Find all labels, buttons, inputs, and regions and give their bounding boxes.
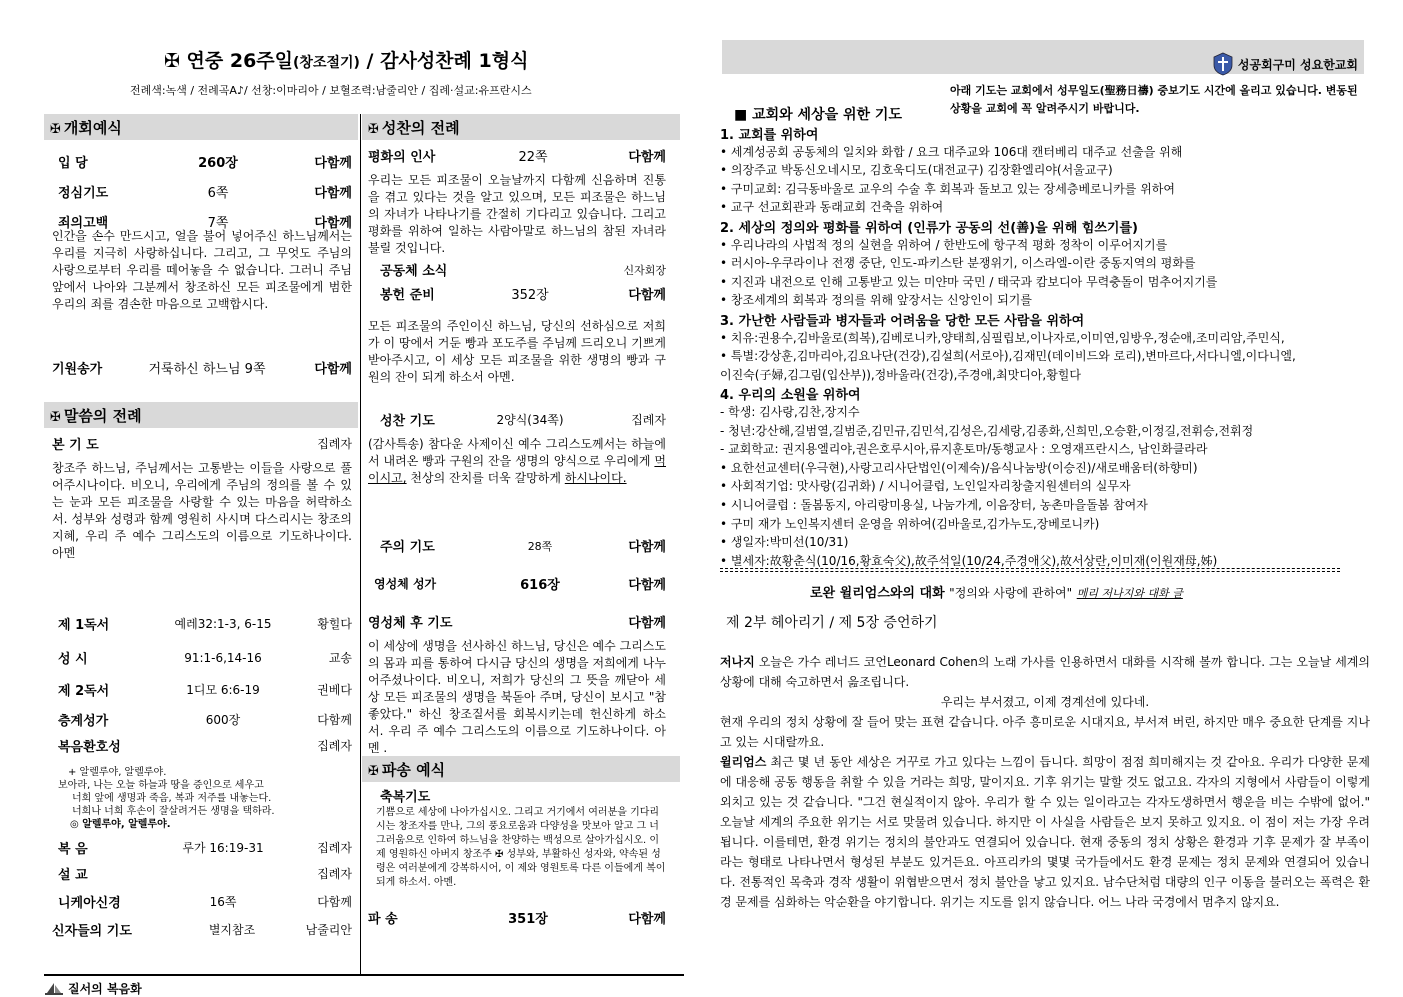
prayer-category: 1. 교회를 위하여 xyxy=(720,128,819,143)
dashed-rule xyxy=(720,571,1340,572)
prayer-item: • 창조세계의 회복과 정의를 위해 앞장서는 신앙인이 되기를 xyxy=(720,293,1032,308)
collect-row: 기원송가 거룩하신 하느님 9쪽 다함께 xyxy=(52,362,352,377)
prayer-item: • 구미 재가 노인복지센터 운영을 위하여(김바울로,김가누도,장베로니카) xyxy=(720,516,1100,531)
cross-icon: ✠ xyxy=(50,410,61,425)
prayer-item: • 생일자:박미선(10/31) xyxy=(720,535,849,550)
conversation-paragraph: 우리는 부서졌고, 이제 경계선에 있다네. xyxy=(940,695,1150,709)
reading-row: 설 교 집례자 xyxy=(58,867,352,883)
peace-row: 평화의 인사 22쪽 다함께 xyxy=(368,150,666,165)
prayer-item: • 교구 선교회관과 동래교회 건축을 위하여 xyxy=(720,200,944,215)
prayer-item: - 교회학교: 권지용엘리야,권은호루시아,류지훈토마/동행교사 : 오영재프란시스, 남인화클라라 xyxy=(720,442,1208,457)
post-communion-text: 이 세상에 생명을 선사하신 하느님, 당신은 예수 그리스도의 몸과 피를 통하여 다시금 당신의 생명을 저희에게 나누어주셨나이다. 비오니, 저희가 당신의 그 뜻을 깨닫아 세상 모든 피조물의 생명을 북돋아 주며, 당신이 보시고 "참 좋았다." 하신 창조질서를 회복시키는데 헌신하게 하소서. 우리 주 예수 그리스도의 이름으로 기도하나이다. 아멘 . xyxy=(368,639,666,755)
prayer-item: • 시니어클럽 : 돌봄동지, 아리랑미용실, 나눔가게, 이음장터, 농촌마을돌봄 참여자 xyxy=(720,498,1148,512)
communion-row: 영성체 성가 616장 다함께 xyxy=(374,577,666,593)
collect-prayer-text: 창조주 하느님, 주님께서는 고통받는 이들을 사랑으로 풀어주시나이다. 비오니, 우리에게 주님의 정의를 볼 수 있는 눈과 모든 피조물을 사랑할 수 있는 마음을 허락하소서. 성부와 성령과 함께 영원히 사시며 다스리시는 창조의 지혜, 우리 주 예수 그리스도의 이름으로 기도하나이다. 아멘 xyxy=(52,461,352,560)
section-word-header: ✠ 말씀의 전례 xyxy=(44,402,358,428)
prayer-item: • 치유:권용수,김바울로(희복),김베로니카,양태희,심필립보,이나자로,이미연,임방우,정순애,조미리암,주민식, xyxy=(720,330,1285,345)
section-dismissal-header: ✠ 파송 예식 xyxy=(362,756,680,782)
reading-row: 층계성가 600장 다함께 xyxy=(58,713,352,729)
prayer-item: • 사회적기업: 맛사랑(김귀화) / 시니어클럽, 노인일자리창출지원센터의 실무자 xyxy=(720,479,1131,494)
send-row: 파 송 351장 다함께 xyxy=(368,912,666,927)
conversation-body xyxy=(720,652,1370,912)
reading-row: 성 시 91:1-6,14-16 교송 xyxy=(58,650,352,667)
section-opening-header: ✠ 개회예식 xyxy=(44,114,358,140)
page-title: ✠ 연중 26주일(창조절기) / 감사성찬례 1형식 xyxy=(164,50,529,72)
cross-icon: ✠ xyxy=(368,122,379,137)
prayer-category: 4. 우리의 소원을 위하여 xyxy=(720,388,861,404)
notice-row: 공동체 소식 신자회장 xyxy=(380,263,666,279)
offertory-text: 모든 피조물의 주인이신 하느님, 당신의 선하심으로 저희가 이 땅에서 거둔 빵과 포도주를 주님께 드리오니 기쁘게 받아주시고, 이 세상 모든 피조물을 위한 생명의 빵과 구원의 잔이 되게 하소서 아멘. xyxy=(368,319,666,384)
prayer-item: • 별세자:故황춘식(10/16,황효숙父),故주석일(10/24,주경애父),故서상란,이미재(이원재母,姊) xyxy=(720,553,1218,568)
liturgy-info: 전례색:녹색 / 전례곡A♪/ 선창:이마리아 / 보혈조력:남줄리안 / 집례·설교:유프란시스 xyxy=(130,84,532,97)
alleluia-line: 너희 앞에 생명과 죽음, 복과 저주를 내놓는다. xyxy=(72,793,272,804)
opening-row: 죄의고백 7쪽 다함께 xyxy=(58,216,352,231)
post-communion-row: 영성체 후 기도 다함께 xyxy=(368,616,666,631)
cross-icon: ✠ xyxy=(368,764,379,779)
prayer-heading: ■ 교회와 세상을 위한 기도 xyxy=(734,107,902,123)
prayer-note: 아래 기도는 교회에서 성무일도(聖務日禱) 중보기도 시간에 올리고 있습니다. 변동된 상황을 교회에 꼭 알려주시기 바랍니다. xyxy=(950,84,1358,115)
footer: 질서의 복음화 xyxy=(44,980,142,997)
conversation-paragraph: 윌리엄스 최근 몇 년 동안 세상은 거꾸로 가고 있다는 느낌이 듭니다. 희망이 점점 희미해지는 것 같아요. 우리가 다양한 문제에 대응해 공동 행동을 취할 수 있을 거라는 희망, 말이지요. 기후 위기는 말할 것도 없고요. 각자의 지형에서 사람들이 이렇게 외치고 있는 것 같습니다. "그건 현실적이지 않아. 우리가 할 수 있는 일이라고는 각자도생하면서 행운을 비는 수밖에 없어." 오늘날 세계의 주요한 위기는 서로 맞물려 있습니다. 하지만 이 사실을 사람들은 보지 못하고 있지요. 이 점이 저는 가장 우려됩니다. 이를테면, 환경 위기는 정치의 불안과도 연결되어 있습니다. 현재 중동의 정치 상황은 환경과 기후 문제가 잘 부족이라는 형태로 나타나면서 형성된 부분도 있거든요. 아프리카의 몇몇 국가들에서도 환경 문제는 정치 문제와 연결되어 있습니다. 전통적인 목축과 경작 생활이 위협받으면서 정치 불안을 낳고 있지요. 남수단처럼 대량의 인구 이동을 불러오는 폭력은 환경 문제를 심화하는 악순환을 야기합니다. 위기는 지도를 읽지 않습니다. 어느 나라 국경에서 멈추지 않지요. xyxy=(720,755,1370,909)
confession-text: 인간을 손수 만드시고, 얼을 불어 넣어주신 하느님께서는 우리를 지극히 사랑하십니다. 그리고, 그 무엇도 주님의 사랑으로부터 우리를 떼어놓을 수 없습니다. 그러니 주님 앞에서 나아와 그분께서 창조하신 모든 피조물에게 범한 우리의 죄를 겸손한 마음으로 고백합시다. xyxy=(52,229,352,311)
church-emblem-icon xyxy=(1212,52,1234,76)
prayer-item: • 특별:강상훈,김마리아,김요나단(건강),김설희(서로아),김재민(데이비드와 로리),변마르다,서다니엘,이다니엘, xyxy=(720,349,1296,364)
conversation-paragraph: 현재 우리의 정치 상황에 잘 들어 맞는 표현 같습니다. 아주 흥미로운 시대지요, 부서져 버린, 하지만 매우 중요한 단계를 지나고 있는 시대랄까요. xyxy=(720,715,1370,749)
prayer-item: • 요한선교센터(우극현),사랑고리사단법인(이제숙)/음식나눔방(이승진)/새로배움터(하향미) xyxy=(720,460,1198,475)
lords-prayer-row: 주의 기도 28쪽 다함께 xyxy=(380,539,666,555)
prayer-item: • 우리나라의 사법적 정의 실현을 위하여 / 한반도에 항구적 평화 정착이 이루어지기를 xyxy=(720,237,1168,252)
opening-row: 정심기도 6쪽 다함께 xyxy=(58,186,352,201)
prayer-item: • 러시아-우쿠라이나 전쟁 중단, 인도-파키스탄 분쟁위기, 이스라엘-이란 중동지역의 평화를 xyxy=(720,256,1196,271)
blessing-text: 기쁨으로 세상에 나아가십시오. 그리고 거기에서 여러분을 기다리시는 창조자를 만나, 그의 풍요로움과 다양성을 맛보아 알고 그 너그러움으로 인하여 하느님을 찬양하는 백성으로 살아가십시오. 이제 영원하신 아버지 창조주 ✠ 성부와, 부활하신 성자와, 약속된 성령은 여러분에게 강복하시어, 이 제와 영원토록 다른 이들에게 복이 되게 하소서. 아멘. xyxy=(376,807,666,888)
alleluia-line: ◎ 알렐루야, 알렐루야. xyxy=(70,819,171,830)
alleluia-line: 너희나 너희 후손이 잘살려거든 생명을 택하라. xyxy=(72,806,275,817)
prayer-item: 이진숙(子婦,김그림(입산부)),정바울라(건강),주경애,최맛디아,황힐다 xyxy=(720,367,1081,382)
reading-row: 복음환호성 집례자 xyxy=(58,739,352,755)
church-name: 성공회구미 성요한교회 xyxy=(1212,52,1358,76)
peace-text: 우리는 모든 피조물이 오늘날까지 다함께 신음하며 진통을 겪고 있다는 것을 알고 있으며, 모든 피조물은 하느님의 자녀가 나타나기를 간절히 기다리고 있습니다. 그리고 평화를 위하여 일하는 사람아말로 하느님의 참된 자녀라 불릴 것입니다. xyxy=(368,173,666,255)
prayer-item: • 지진과 내전으로 인해 고통받고 있는 미얀마 국민 / 태국과 캄보디아 무력충돌이 멈추어지기를 xyxy=(720,274,1218,289)
eucharistic-prayer-text: (감사특송) 참다운 사제이신 예수 그리스도께서는 하늘에서 내려온 빵과 구원의 잔을 생명의 양식으로 우리에게 먹이시고, 천상의 잔치를 더욱 갈망하게 하시나이다. xyxy=(368,437,666,485)
liturgy-page xyxy=(44,40,684,996)
eucharistic-prayer-row: 성찬 기도 2양식(34쪽) 집례자 xyxy=(380,413,666,429)
conversation-title: 로완 윌리엄스와의 대화 "정의와 사랑에 관하여" 메리 저나지와 대화 글 xyxy=(810,586,1183,601)
page-bottom-rule xyxy=(44,974,684,976)
opening-row: 입 당 260장 다함께 xyxy=(58,156,352,171)
alleluia-line: 보아라, 나는 오늘 하늘과 땅을 증인으로 세우고 xyxy=(58,780,264,791)
prayer-item: • 의장주교 박동신오네시모, 김호욱디도(대전교구) 김장환엘리야(서울교구) xyxy=(720,163,1113,178)
prayer-item: - 청년:강산해,길범열,길범준,김민규,김민석,김성은,김세랑,김종화,신희민,오승환,이정길,전휘승,전휘정 xyxy=(720,423,1254,438)
prayer-item: • 구미교회: 김극동바울로 교우의 수술 후 회복과 돌보고 있는 장세층베로니카를 위하여 xyxy=(720,181,1175,196)
alleluia-line: + 알렐루야, 알렐루야. xyxy=(68,767,167,778)
blessing-label: 축복기도 xyxy=(380,790,431,805)
offertory-row: 봉헌 준비 352장 다함께 xyxy=(380,288,666,303)
reading-row: 니케아신경 16쪽 다함께 xyxy=(58,895,352,911)
prayer-category: 2. 세상의 정의와 평화를 위하여 (인류가 공동의 선(善)을 위해 힘쓰기를) xyxy=(720,221,1138,236)
prayer-item: • 세계성공회 공동체의 일치와 화합 / 요크 대주교와 106대 캔터베리 대주교 선출을 위해 xyxy=(720,144,1183,159)
collect-prayer-row: 본 기 도 집례자 xyxy=(52,437,352,453)
column-divider xyxy=(360,114,361,974)
cross-icon: ✠ xyxy=(164,50,180,72)
prayer-item: - 학생: 김사랑,김찬,장지수 xyxy=(720,405,860,419)
sail-icon xyxy=(44,982,64,996)
reading-row: 제 1독서 예레32:1-3, 6-15 황힐다 xyxy=(58,617,352,633)
conversation-paragraph: 저나지 오늘은 가수 레너드 코언Leonard Cohen의 노래 가사를 인용하면서 대화를 시작해 볼까 합니다. 그는 오늘날 세계의 상황에 대해 숙고하면서 읊조립니다. xyxy=(720,655,1370,689)
section-eucharist-header: ✠ 성찬의 전례 xyxy=(362,114,680,140)
prayer-category: 3. 가난한 사람들과 병자들과 어려움을 당한 모든 사람을 위하여 xyxy=(720,314,1085,329)
part-title: 제 2부 헤아리기 / 제 5장 증언하기 xyxy=(726,615,938,631)
reading-row: 복 음 루가 16:19-31 집례자 xyxy=(58,841,352,857)
reading-row: 제 2독서 1디모 6:6-19 권베다 xyxy=(58,683,352,699)
cross-icon: ✠ xyxy=(50,122,61,137)
prayer-page xyxy=(720,40,1370,990)
reading-row: 신자들의 기도 별지참조 남줄리안 xyxy=(52,923,352,939)
